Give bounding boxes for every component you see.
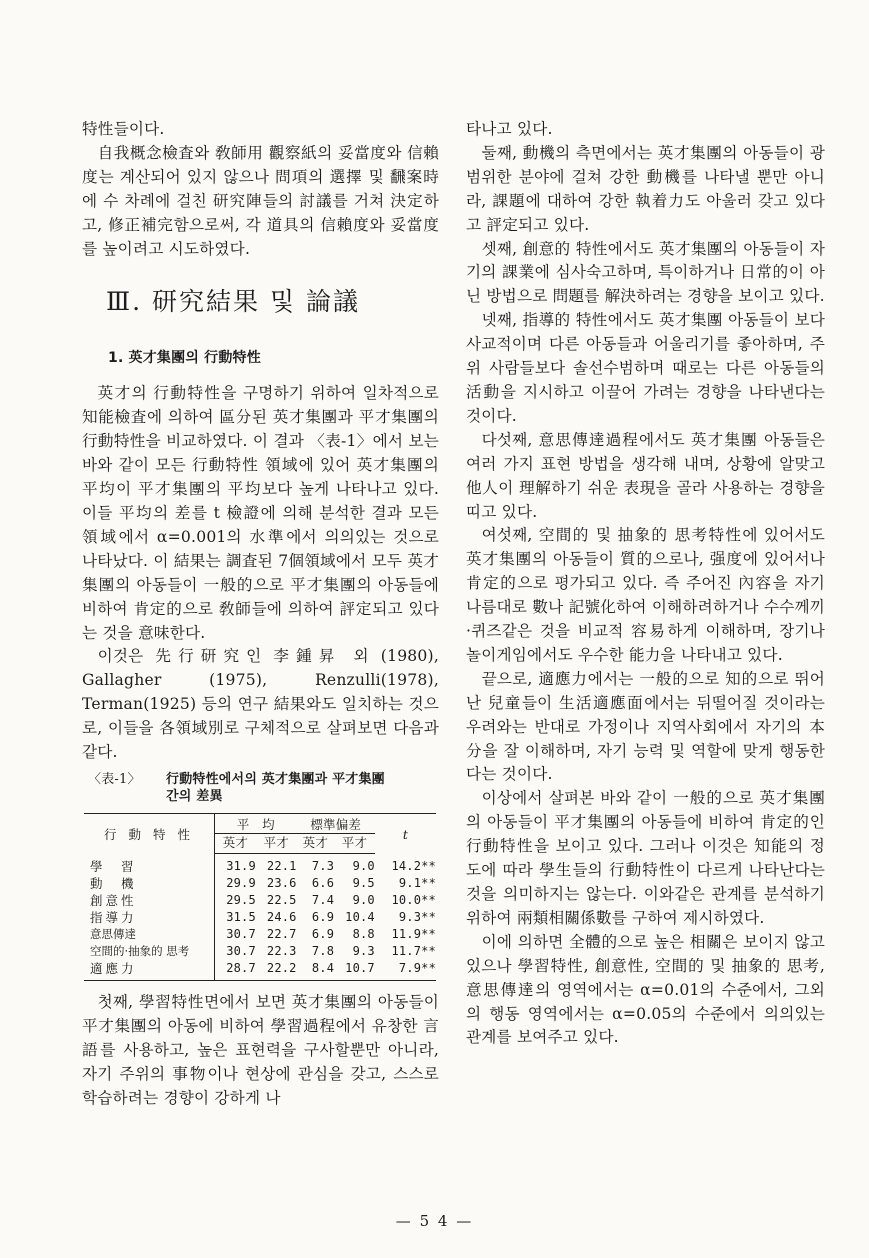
cell-sd-gifted: 7.3 <box>311 858 335 873</box>
cell-mean-normal: 22.7 <box>266 926 297 941</box>
cell-mean-gifted: 29.9 <box>226 875 256 890</box>
paragraph: 다섯째, 意思傳達過程에서도 英才集團 아동들은 여러 가지 표현 방법을 생각해 내며, 상황에 알맞고 他人이 理解하기 쉬운 表現을 골라 사용하는 경향을 띠고 있다. <box>466 430 825 521</box>
row-label: 學 習 <box>84 853 215 875</box>
cell-t: 9.1** <box>398 875 436 890</box>
cell-sd-gifted: 6.9 <box>311 926 335 941</box>
sub-header-gifted: 英才 <box>215 833 256 853</box>
table-row <box>84 875 436 892</box>
cell-t: 11.9** <box>391 926 436 941</box>
paragraph: 끝으로, 適應力에서는 一般的으로 知的으로 뛰어난 兒童들이 生活適應面에서는 뒤떨어질 것이라는 우려와는 반대로 가정이나 지역사회에서 자기의 本分을 잘 이해하며, 자기 능력 및 역할에 맞게 행동한다는 것이다. <box>466 669 825 784</box>
section-title: Ⅲ. 研究結果 및 論議 <box>106 287 361 317</box>
sub-header-normal: 平才 <box>334 833 375 853</box>
table-row <box>84 853 436 875</box>
cell-mean-normal: 22.1 <box>266 858 297 873</box>
cell-sd-gifted: 6.6 <box>311 875 335 890</box>
cell-mean-normal: 22.5 <box>266 892 297 907</box>
cell-mean-gifted: 31.5 <box>226 909 256 924</box>
row-label: 意思傳達 <box>84 926 215 943</box>
page-number: — 5 4 — <box>395 1212 474 1230</box>
row-label: 空間的·抽象的 思考 <box>84 943 215 960</box>
cell-mean-gifted: 28.7 <box>215 960 256 981</box>
cell-t: 11.7** <box>391 943 436 958</box>
cell-sd-gifted: 7.4 <box>311 892 335 907</box>
sub-header-gifted: 英才 <box>297 833 335 853</box>
row-label: 適應力 <box>84 960 215 981</box>
paragraph: 둘째, 動機의 측면에서는 英才集團의 아동들이 광범위한 분야에 걸쳐 강한 動機를 나타낼 뿐만 아니라, 課題에 대하여 강한 執着力도 아울러 갖고 있다고 評定되고 있다. <box>466 143 825 234</box>
cell-mean-gifted: 31.9 <box>226 858 256 873</box>
col-header-mean: 平 均 <box>215 813 297 833</box>
paragraph: 이에 의하면 全體的으로 높은 相關은 보이지 않고 있으나 學習特性, 創意性, 空間的 및 抽象的 思考, 意思傳達의 영역에서는 α=0.01의 수준에서, 그외의 행동 영역에서는 α=0.05의 수준에서 의의있는 관계를 보여주고 있다. <box>466 932 825 1047</box>
table-title <box>166 771 385 805</box>
paragraph: 넷째, 指導的 特性에서도 英才集團 아동들이 보다 사교적이며 다른 아동들과 어울리기를 좋아하며, 주위 사람들보다 솔선수범하며 때로는 다른 아동들의 活動을 지시하고 이끌어 가려는 경향을 나타낸다는 것이다. <box>466 311 825 425</box>
col-header-sd: 標準偏差 <box>297 813 375 833</box>
cell-sd-normal: 9.3 <box>352 943 375 958</box>
table-caption <box>88 771 439 805</box>
sub-header-normal: 平才 <box>256 833 297 853</box>
cell-sd-normal: 9.0 <box>352 892 375 907</box>
table-label: 〈表-1〉 <box>88 771 141 787</box>
paragraph: 첫째, 學習特性면에서 보면 英才集團의 아동들이 平才集團의 아동에 비하여 學習過程에서 유창한 言語를 사용하고, 높은 표현력을 구사할뿐만 아니라, 자기 주위의 事物이나 현상에 관심을 갖고, 스스로 학습하려는 경향이 강하게 나 <box>82 992 439 1107</box>
table-row <box>84 960 436 981</box>
paragraph: 自我概念檢査와 敎師用 觀察紙의 妥當度와 信賴度는 계산되어 있지 않으나 問項의 選擇 및 飜案時에 수 차례에 걸친 研究陣들의 討議를 거쳐 決定하고, 修正補完함으로써, 각 道具의 信賴度와 妥當度를 높이려고 시도하였다. <box>82 143 439 258</box>
row-label: 創意性 <box>84 892 215 909</box>
right-column <box>466 118 825 1050</box>
col-header-t: t <box>375 813 436 853</box>
cell-sd-gifted: 6.9 <box>311 909 335 924</box>
cell-mean-gifted: 29.5 <box>226 892 256 907</box>
row-label: 動 機 <box>84 875 215 892</box>
subsection-title: 1. 英才集團의 行動特性 <box>108 350 261 367</box>
table-title-line: 간의 差異 <box>166 788 223 804</box>
results-table <box>84 813 436 981</box>
cell-t: 14.2** <box>391 858 436 873</box>
paragraph: 英才의 行動特性을 구명하기 위하여 일차적으로 知能檢査에 의하여 區分된 英才集團과 平才集團의 行動特性을 비교하였다. 이 결과 〈表-1〉에서 보는 바와 같이 모든 行動特性 領域에 있어 英才集團의 平均이 平才集團의 平均보다 높게 나타나고 있다. 이들 平均의 差를 t 檢證에 의해 분석한 결과 모든 領域에서 α=0.001의 水準에서 의의있는 것으로 나타났다. 이 結果는 調査된 7個領域에서 모두 英才集團의 아동들이 一般的으로 平才集團의 아동들에 비하여 肯定的으로 敎師들에 의하여 評定되고 있다는 것을 意味한다. <box>82 384 439 642</box>
paragraph: 이것은 先行研究인 李鍾昇 외 (1980), Gallagher (1975), Renzulli(1978), Terman(1925) 등의 연구 結果와도 일치하는 것으로, 이들을 各領域別로 구체적으로 살펴보면 다음과 같다. <box>82 647 439 762</box>
cell-mean-gifted: 30.7 <box>226 943 256 958</box>
cell-mean-normal: 22.3 <box>266 943 297 958</box>
cell-mean-normal: 24.6 <box>266 909 297 924</box>
cell-sd-normal: 9.0 <box>352 858 375 873</box>
paragraph: 여섯째, 空間的 및 抽象的 思考特性에 있어서도 英才集團의 아동들이 質的으로나, 强度에 있어서나 肯定的으로 평가되고 있다. 즉 주어진 內容을 자기 나름대로 數나 記號化하여 이해하려하거나 수수께끼·퀴즈같은 것을 비교적 容易하게 이해하며, 장기나 놀이게임에서도 우수한 能力을 나타내고 있다. <box>466 526 825 664</box>
table-title-line: 行動特性에서의 英才集團과 平才集團 <box>166 771 385 787</box>
paragraph: 셋째, 創意的 特性에서도 英才集團의 아동들이 자기의 課業에 심사숙고하며, 특이하거나 日常的이 아닌 방법으로 問題를 解決하려는 경향을 보이고 있다. <box>466 239 825 306</box>
cell-sd-gifted: 8.4 <box>297 960 335 981</box>
cell-t: 9.3** <box>398 909 436 924</box>
cell-sd-normal: 10.7 <box>334 960 375 981</box>
paragraph: 特性들이다. <box>82 120 165 138</box>
cell-mean-normal: 22.2 <box>256 960 297 981</box>
cell-mean-normal: 23.6 <box>266 875 297 890</box>
cell-t: 10.0** <box>391 892 436 907</box>
table-row <box>84 926 436 943</box>
paragraph: 이상에서 살펴본 바와 같이 一般的으로 英才集團의 아동들이 平才集團의 아동들에 비하여 肯定的인 行動特性을 보이고 있다. 그러나 이것은 知能의 정도에 따라 學生들의 行動特性이 다르게 나타난다는 것을 의미하지는 않는다. 이와같은 관계를 분석하기 위하여 兩類相關係數를 구하여 제시하였다. <box>466 789 825 927</box>
left-column <box>82 118 439 1110</box>
cell-sd-normal: 10.4 <box>345 909 375 924</box>
row-label: 指導力 <box>84 909 215 926</box>
table-row <box>84 943 436 960</box>
cell-sd-normal: 8.8 <box>352 926 375 941</box>
cell-t: 7.9** <box>375 960 436 981</box>
cell-sd-gifted: 7.8 <box>311 943 335 958</box>
paragraph: 타나고 있다. <box>466 120 553 138</box>
cell-sd-normal: 9.5 <box>352 875 375 890</box>
table-row <box>84 909 436 926</box>
col-header-item: 行 動 特 性 <box>84 813 215 853</box>
cell-mean-gifted: 30.7 <box>226 926 256 941</box>
table-row <box>84 892 436 909</box>
